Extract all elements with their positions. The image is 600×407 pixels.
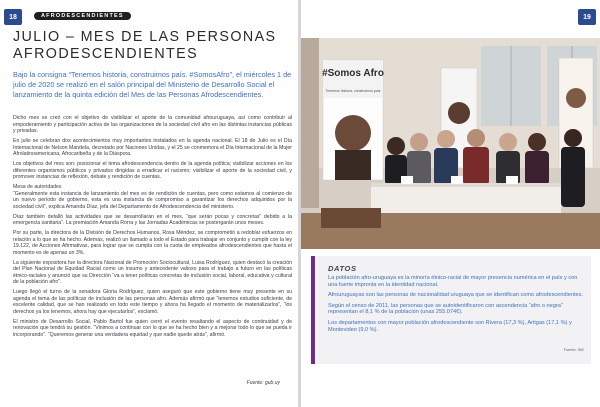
article-title: JULIO – MES DE LAS PERSONAS AFRODESCENDIENTES [13, 29, 277, 62]
body-paragraph: Por su parte, la directora de la División de Derechos Humanos, Rosa Méndez, se comprometió a redoblar esfuerzos en relación a lo que se ha hecho. Además, realizó un llamado a todo el Estado para trabajar en conjunto y cumplir con la ley 19.122, de Acciones Afirmativas, para lograr que se cumpla con la cuota de empleados afrodescendientes que hasta el momento es de apenas un 3%. [13, 230, 292, 256]
datos-item: Afrouruguayas son las personas de nacionalidad uruguaya que se identifican como afrodescendientes. [328, 292, 583, 299]
panel-table [371, 183, 561, 213]
right-page [301, 0, 600, 407]
body-paragraph: La siguiente expositora fue la directora Nacional de Promoción Sociocultural, Luisa Rodríguez, quien destacó la creación del Plan Nacional de Equidad Racial como un insumo y antecedente valioso para el trabajo a futuro en las políticas étnico-raciales y anunció que su Dirección “va a tener políticas concretas de inclusión social, laboral, educativa y cultural de la población afro”. [13, 259, 292, 286]
banner-subtext: Tenemos historia, construimos país [325, 89, 381, 93]
left-page [0, 0, 298, 407]
datos-title: DATOS [328, 264, 357, 273]
body-paragraph: Dicho mes se creó con el objetivo de visibilizar el aporte de la comunidad afrouruguaya, así como contribuir al empoderamiento y participación activa de las organizaciones de la sociedad civil afro en las distintas instancias públicas y privadas. [13, 115, 292, 135]
datos-source: Fuente: INE [563, 348, 584, 352]
body-paragraph: Luego llegó el turno de la senadora Gloria Rodríguez, quien aseguró que este gobierno tiene muy presente en su agenda el tema de las políticas de inclusión de las personas afro. Además afirmó que “tenemos estudios suficiente, de excelente calidad, que se han realizado en todo este tiempo y ahora ha llegado el momento de materializarlos”, “los derechos ya los tenemos, ahora hay que ejecutarlos”, exclamó. [13, 289, 292, 315]
body-paragraph: El ministro de Desarrollo Social, Pablo Bartol fue quien cerró el evento resaltando el aspecto de continuidad y de renovación que tendrá su gestión. “Vinimos a continuar con lo que se ha hecho bien y a mejorar todo lo que se pueda ir incorporando”. “Queremos generar una verdadera equidad y que nadie quede atrás”, afirmó. [13, 318, 292, 338]
somosafro-banner [322, 60, 384, 180]
article-body [13, 115, 292, 342]
datos-item: Los departamentos con mayor población afrodescendiente son Rivera (17,3 %), Artigas (17,1 %) y Montevideo (9,0 %). [328, 319, 572, 333]
event-photo [301, 38, 600, 249]
body-paragraph: Mesa de autoridades “Generalmente esta instancia de lanzamiento del mes es de rendición de cuentas, pero como estamos al comienzo de un nuevo período de gobierno, esta es una instancia de compromiso a garantizar los derechos adquiridos por la sociedad civil”, explica Amanda Díaz, jefa del Departamento de Afrodescendencia del ministerio. [13, 184, 292, 210]
datos-text [328, 275, 585, 337]
banner-hashtag: #Somos Afro [322, 68, 384, 79]
page-number-left: 18 [4, 9, 22, 25]
article-lead: Bajo la consigna “Tenemos historia, construimos país. #SomosAfro”, el miércoles 1 de julio de 2020 se realizó en el salón principal del Ministerio de Desarrollo Social el lanzamiento de la quinta edición del Mes de las Personas Afrodescendientes. [13, 70, 292, 99]
source-credit: Fuente: gub.uy [246, 380, 280, 386]
datos-box [311, 256, 591, 364]
body-paragraph: Los objetivos del mes son: posicionar el tema afrodescendencia dentro de la agenda política; visibilizar acciones en los diferentes organismos públicos y privados dirigidas a erradicar el racismo; visibilizar el aporte de la sociedad civil, y promover instancias de reflexión, debate y rendición de cuentas. [13, 161, 292, 181]
page-number-right: 19 [578, 9, 596, 25]
datos-item: Según el censo de 2011, las personas que se autoidentificaron con ascendencia “afro o negra” representan el 8,1 % de la población (unas 255.074€). [328, 302, 563, 316]
datos-item: La población afro-uruguaya es la minoría étnico-racial de mayor presencia numérica en el país y con una fuerte impronta en la identidad nacional. [328, 275, 578, 288]
body-paragraph: En julio se celebran dos acontecimientos muy importantes instalados en la agenda nacional. El 18 de Julio es el Día Internacional de Nelson Mandela, decretado por Naciones Unidas, y el 25 se conmemora el Día Internacional de la Mujer Afrolatinoamericana, Afrocaribeña y de la Diáspora. [13, 138, 292, 158]
section-tag: AFRODESCENDIENTES [34, 12, 131, 20]
body-paragraph: Díaz también detalló las actividades que se desarrollarán en el mes, “que serán pocas y concretas” debido a la emergencia sanitaria”. La premiación Amanda Rorra y las Jornadas Académicas se postergarán unos meses. [13, 213, 292, 227]
datos-accent-bar [311, 256, 315, 364]
